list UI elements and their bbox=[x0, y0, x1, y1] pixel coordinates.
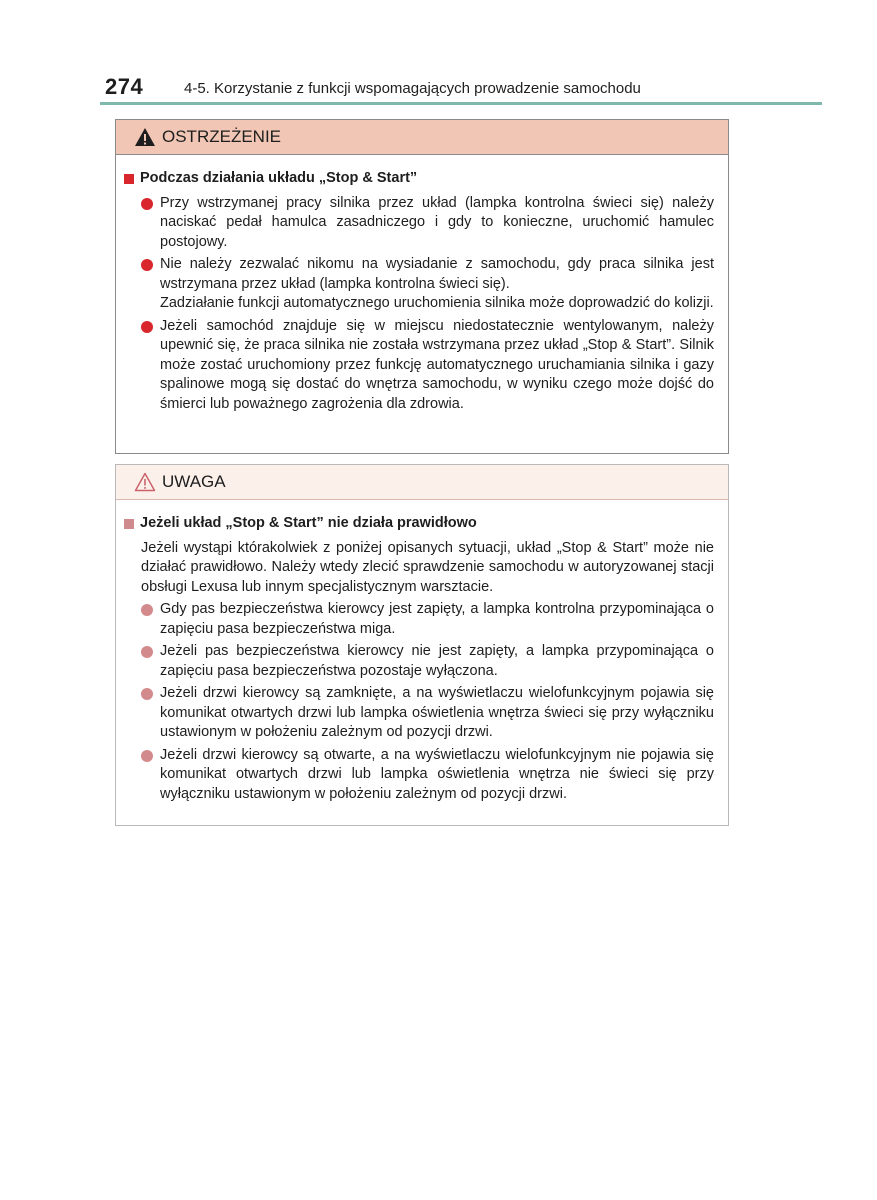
page-header bbox=[100, 72, 822, 106]
list-item-text-extra: Zadziałanie funkcji automatycznego uruchomienia silnika może doprowadzić do kolizji. bbox=[160, 295, 714, 311]
list-item-text-main: Nie należy zezwalać nikomu na wysiadanie z samochodu, gdy praca silnika jest wstrzymana przez układ (lampka kontrolna świeci się). bbox=[160, 256, 714, 292]
bullet-icon bbox=[141, 750, 153, 762]
notice-label: UWAGA bbox=[162, 472, 226, 491]
warning-section-title: Podczas działania układu „Stop & Start” bbox=[140, 170, 418, 186]
list-item bbox=[124, 194, 714, 253]
list-item-text: Jeżeli pas bezpieczeństwa kierowcy nie jest zapięty, a lampka przypominająca o zapięciu pasa bezpieczeństwa pozostaje wyłączona. bbox=[160, 643, 714, 679]
list-item-text: Jeżeli samochód znajduje się w miejscu niedostatecznie wentylowanym, należy upewnić się, że praca silnika nie została wstrzymana przez układ „Stop & Start”. Silnik może zostać uruchomiony przez funkcję automatycznego uruchamiania silnika i gazy spalinowe mogą się dostać do wnętrza samochodu, w wyniku czego może dojść do śmierci lub poważnego zagrożenia dla zdrowia. bbox=[160, 317, 714, 412]
notice-banner bbox=[116, 465, 728, 500]
bullet-icon bbox=[141, 604, 153, 616]
notice-content bbox=[116, 500, 728, 804]
warning-section-heading bbox=[124, 169, 714, 189]
notice-intro: Jeżeli wystąpi którakolwiek z poniżej opisanych sytuacji, układ „Stop & Start” może nie działać prawidłowo. Należy wtedy zlecić sprawdzenie samochodu w autoryzowanej stacji obsługi Lexusa lub innym specjalistycznym warsztacie. bbox=[141, 539, 714, 595]
section-square-icon bbox=[124, 519, 134, 529]
bullet-icon bbox=[141, 646, 153, 658]
bullet-icon bbox=[141, 259, 153, 271]
list-item-text: Gdy pas bezpieczeństwa kierowcy jest zapięty, a lampka kontrolna przypominająca o zapięciu pasa bezpieczeństwa miga. bbox=[160, 601, 714, 637]
list-item-text bbox=[160, 255, 714, 314]
list-item-text: Przy wstrzymanej pracy silnika przez układ (lampka kontrolna świeci się) należy naciskać pedał hamulca zasadniczego i gdy to konieczne, uruchomić hamulec postojowy. bbox=[160, 194, 714, 250]
list-item bbox=[124, 746, 714, 805]
page-number: 274 bbox=[105, 74, 144, 99]
list-item bbox=[124, 684, 714, 743]
warning-label: OSTRZEŻENIE bbox=[162, 127, 282, 146]
header-divider bbox=[100, 102, 822, 105]
section-square-icon bbox=[124, 174, 134, 184]
list-item bbox=[124, 317, 714, 415]
notice-box bbox=[115, 464, 729, 826]
warning-banner bbox=[116, 120, 728, 155]
list-item-text: Jeżeli drzwi kierowcy są otwarte, a na wyświetlaczu wielofunkcyjnym nie pojawia się komunikat otwartych drzwi lub lampka oświetlenia wnętrza nie świeci się przy wyłączniku ustawionym w położeniu zależnym od pozycji drzwi. bbox=[160, 746, 714, 802]
warning-outline-icon bbox=[134, 472, 156, 492]
warning-box bbox=[115, 119, 729, 454]
bullet-icon bbox=[141, 321, 153, 333]
list-item bbox=[124, 642, 714, 681]
bullet-icon bbox=[141, 688, 153, 700]
list-item-text: Jeżeli drzwi kierowcy są zamknięte, a na wyświetlaczu wielofunkcyjnym pojawia się komunikat otwartych drzwi lub lampka oświetlenia wnętrza świeci się przy wyłączniku ustawionym w położeniu zależnym od pozycji drzwi. bbox=[160, 685, 714, 740]
warning-filled-icon bbox=[134, 127, 156, 147]
warning-content bbox=[116, 155, 728, 414]
bullet-icon bbox=[141, 198, 153, 210]
list-item bbox=[124, 600, 714, 639]
notice-section-heading bbox=[124, 514, 714, 534]
notice-section-title: Jeżeli układ „Stop & Start” nie działa prawidłowo bbox=[140, 515, 477, 531]
chapter-title: 4-5. Korzystanie z funkcji wspomagających prowadzenie samochodu bbox=[184, 80, 641, 97]
list-item bbox=[124, 255, 714, 314]
